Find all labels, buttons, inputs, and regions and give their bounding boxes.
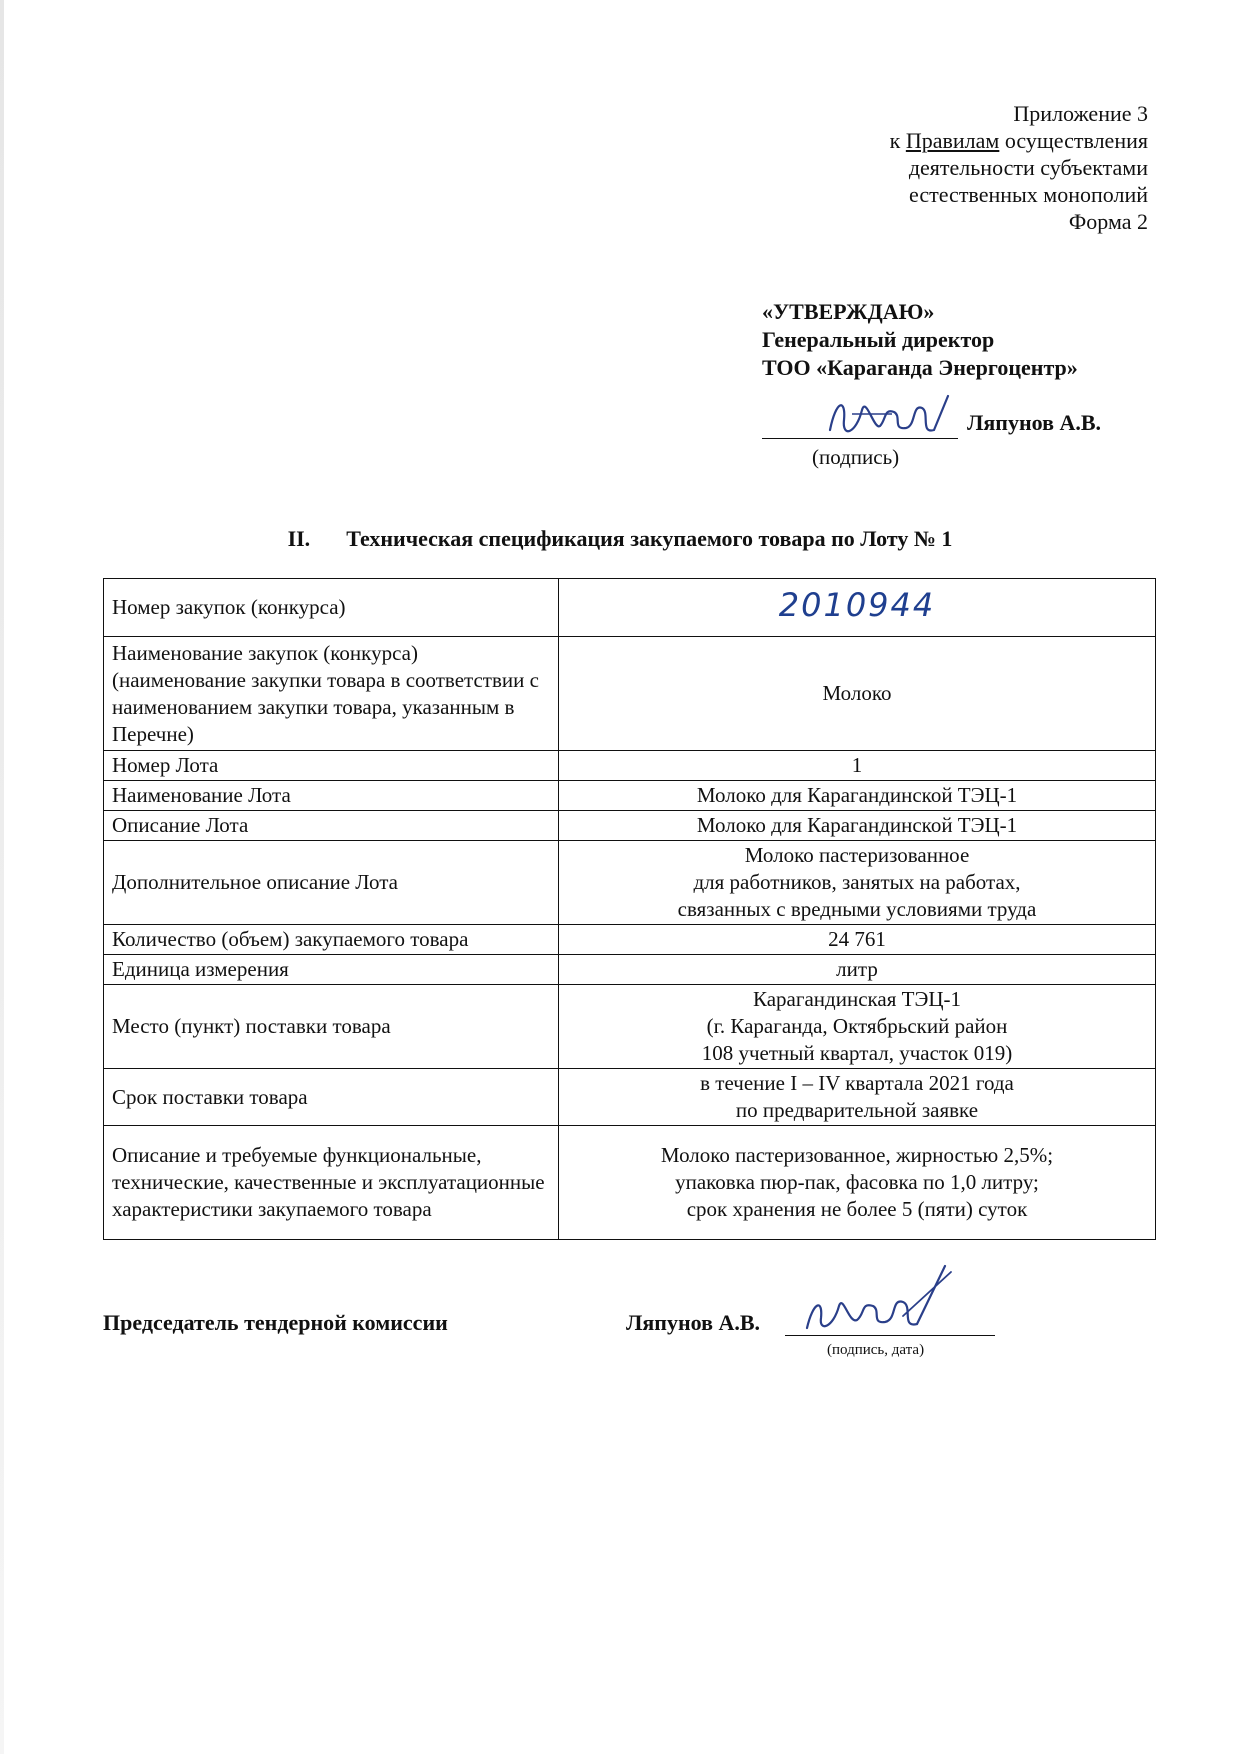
spec-row: [104, 751, 1156, 781]
spec-row: [104, 841, 1156, 925]
chair-name: Ляпунов А.В.: [626, 1310, 761, 1335]
spec-label: Количество (объем) закупаемого товара: [104, 925, 559, 955]
chair-signature: [783, 1262, 973, 1342]
annex-line-1: Приложение 3: [1013, 101, 1148, 126]
spec-value: литр: [559, 955, 1156, 985]
approval-position: Генеральный директор: [762, 327, 995, 352]
annex-header: [628, 100, 1148, 235]
director-signature: [822, 390, 962, 446]
spec-value: Молоко для Карагандинской ТЭЦ-1: [559, 781, 1156, 811]
spec-label: Место (пункт) поставки товара: [104, 985, 559, 1069]
section-title: [0, 526, 1240, 552]
director-name: Ляпунов А.В.: [967, 410, 1102, 435]
spec-label: Единица измерения: [104, 955, 559, 985]
spec-value: [559, 579, 1156, 637]
spec-label: Срок поставки товара: [104, 1069, 559, 1126]
spec-value: 24 761: [559, 925, 1156, 955]
footer-signature-block: [103, 1306, 1203, 1366]
chair-label: Председатель тендерной комиссии: [103, 1310, 448, 1335]
chair-signature-caption: (подпись, дата): [827, 1342, 925, 1358]
scan-edge: [0, 0, 4, 1754]
spec-label: Наименование Лота: [104, 781, 559, 811]
annex-line-4: естественных монополий: [909, 182, 1148, 207]
section-title-text: Техническая спецификация закупаемого товара по Лоту № 1: [346, 526, 953, 551]
signature-caption: (подпись): [812, 445, 900, 469]
annex-line-3: деятельности субъектами: [908, 155, 1148, 180]
spec-value: Молоко: [559, 637, 1156, 751]
spec-row: [104, 985, 1156, 1069]
spec-row: [104, 637, 1156, 751]
annex-line-5: Форма 2: [1068, 209, 1148, 234]
spec-value: Карагандинская ТЭЦ-1 (г. Караганда, Октябрьский район 108 учетный квартал, участок 019): [559, 985, 1156, 1069]
spec-row: [104, 781, 1156, 811]
specification-table-body: [104, 579, 1156, 1240]
spec-value: Молоко для Карагандинской ТЭЦ-1: [559, 811, 1156, 841]
rules-link[interactable]: Правилам: [905, 128, 1000, 153]
annex-line-2-suffix: осуществления: [999, 128, 1148, 153]
approval-title: «УТВЕРЖДАЮ»: [762, 299, 935, 324]
spec-label: Описание Лота: [104, 811, 559, 841]
spec-row: [104, 579, 1156, 637]
specification-table: [103, 578, 1156, 1240]
spec-row: [104, 1126, 1156, 1240]
spec-label: Номер закупок (конкурса): [104, 579, 559, 637]
spec-value: Молоко пастеризованное для работников, занятых на работах, связанных с вредными условиями труда: [559, 841, 1156, 925]
spec-row: [104, 955, 1156, 985]
approval-signature-line: [762, 404, 1222, 444]
spec-row: [104, 811, 1156, 841]
section-number: II.: [287, 526, 311, 551]
spec-label: Дополнительное описание Лота: [104, 841, 559, 925]
spec-row: [104, 925, 1156, 955]
handwritten-procurement-number: 2010944: [778, 586, 936, 624]
approval-company: ТОО «Караганда Энергоцентр»: [762, 355, 1078, 380]
annex-line-2: [628, 127, 1148, 154]
spec-label: Описание и требуемые функциональные, технические, качественные и эксплуатационные характеристики закупаемого товара: [104, 1126, 559, 1240]
spec-value: в течение I – IV квартала 2021 года по предварительной заявке: [559, 1069, 1156, 1126]
approval-block: [762, 298, 1182, 382]
spec-label: Номер Лота: [104, 751, 559, 781]
spec-row: [104, 1069, 1156, 1126]
annex-line-2-prefix: к: [889, 128, 906, 153]
spec-value: 1: [559, 751, 1156, 781]
spec-label: Наименование закупок (конкурса) (наименование закупки товара в соответствии с наименованием закупки товара, указанным в Перечне): [104, 637, 559, 751]
spec-value: Молоко пастеризованное, жирностью 2,5%; упаковка пюр-пак, фасовка по 1,0 литру; срок хранения не более 5 (пяти) суток: [559, 1126, 1156, 1240]
